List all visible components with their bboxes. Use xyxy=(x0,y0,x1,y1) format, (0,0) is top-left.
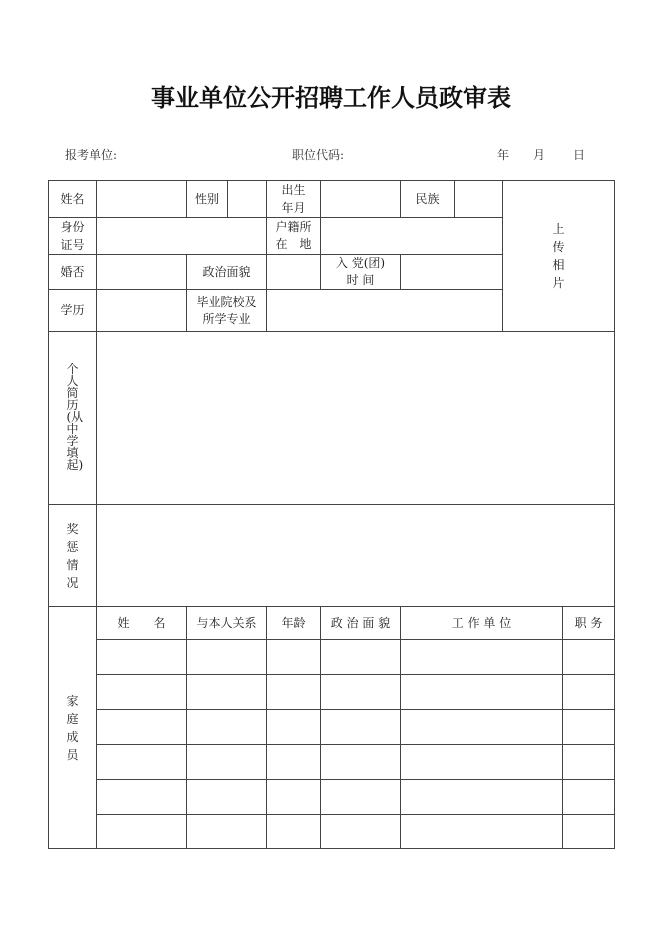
marriage-label: 婚否 xyxy=(49,255,97,290)
political-label: 政治面貌 xyxy=(187,255,267,290)
apply-unit-label: 报考单位: xyxy=(65,148,118,162)
family-cell-duty[interactable] xyxy=(563,780,615,815)
position-code-label: 职位代码: xyxy=(292,148,345,162)
birth-field[interactable] xyxy=(321,181,401,218)
family-header-workplace: 工 作 单 位 xyxy=(401,607,563,640)
id-card-field[interactable] xyxy=(97,218,267,255)
marriage-field[interactable] xyxy=(97,255,187,290)
hukou-label: 户籍所 在 地 xyxy=(267,218,321,255)
family-cell-duty[interactable] xyxy=(563,640,615,675)
family-cell-political[interactable] xyxy=(321,640,401,675)
family-cell-relation[interactable] xyxy=(187,675,267,710)
name-field[interactable] xyxy=(97,181,187,218)
family-cell-age[interactable] xyxy=(267,815,321,849)
family-cell-age[interactable] xyxy=(267,780,321,815)
ethnicity-field[interactable] xyxy=(455,181,503,218)
family-cell-age[interactable] xyxy=(267,745,321,780)
gender-field[interactable] xyxy=(228,181,267,218)
family-cell-name[interactable] xyxy=(97,640,187,675)
family-cell-relation[interactable] xyxy=(187,745,267,780)
family-cell-workplace[interactable] xyxy=(401,640,563,675)
political-field[interactable] xyxy=(267,255,321,290)
photo-label: 上传相片 xyxy=(552,222,565,290)
family-cell-workplace[interactable] xyxy=(401,745,563,780)
family-cell-relation[interactable] xyxy=(187,815,267,849)
family-cell-age[interactable] xyxy=(267,675,321,710)
ethnicity-label: 民族 xyxy=(401,181,455,218)
family-header-relation: 与本人关系 xyxy=(187,607,267,640)
education-field[interactable] xyxy=(97,290,187,332)
family-row xyxy=(49,815,615,849)
id-card-label: 身份证号 xyxy=(49,218,97,255)
family-row xyxy=(49,745,615,780)
family-cell-duty[interactable] xyxy=(563,675,615,710)
school-label: 毕业院校及 所学专业 xyxy=(187,290,267,332)
family-cell-political[interactable] xyxy=(321,675,401,710)
resume-field[interactable] xyxy=(97,332,615,505)
family-cell-relation[interactable] xyxy=(187,710,267,745)
family-row xyxy=(49,640,615,675)
family-cell-duty[interactable] xyxy=(563,710,615,745)
resume-label: 个人简历(从中学填起) xyxy=(49,332,97,505)
family-cell-relation[interactable] xyxy=(187,640,267,675)
family-cell-name[interactable] xyxy=(97,745,187,780)
join-party-label: 入 党(团) 时 间 xyxy=(321,255,401,290)
family-cell-workplace[interactable] xyxy=(401,710,563,745)
family-row xyxy=(49,675,615,710)
family-cell-political[interactable] xyxy=(321,745,401,780)
family-row xyxy=(49,710,615,745)
month-label: 月 xyxy=(533,148,546,162)
day-label: 日 xyxy=(573,148,586,162)
family-cell-name[interactable] xyxy=(97,675,187,710)
join-party-field[interactable] xyxy=(401,255,503,290)
family-cell-political[interactable] xyxy=(321,710,401,745)
awards-label: 奖惩情况 xyxy=(49,505,97,607)
name-label: 姓名 xyxy=(49,181,97,218)
photo-area[interactable] xyxy=(503,181,615,332)
birth-label: 出生年月 xyxy=(267,181,321,218)
family-header-duty: 职 务 xyxy=(563,607,615,640)
family-cell-duty[interactable] xyxy=(563,815,615,849)
family-cell-age[interactable] xyxy=(267,710,321,745)
family-header-political: 政 治 面 貌 xyxy=(321,607,401,640)
family-cell-duty[interactable] xyxy=(563,745,615,780)
family-cell-political[interactable] xyxy=(321,815,401,849)
family-cell-political[interactable] xyxy=(321,780,401,815)
page-title: 事业单位公开招聘工作人员政审表 xyxy=(151,84,511,112)
family-cell-age[interactable] xyxy=(267,640,321,675)
gender-label: 性别 xyxy=(187,181,228,218)
education-label: 学历 xyxy=(49,290,97,332)
year-label: 年 xyxy=(497,148,510,162)
family-label: 家庭成员 xyxy=(49,607,97,849)
review-form-table xyxy=(48,180,615,849)
family-header-age: 年龄 xyxy=(267,607,321,640)
family-cell-name[interactable] xyxy=(97,780,187,815)
hukou-field[interactable] xyxy=(321,218,503,255)
family-row xyxy=(49,780,615,815)
family-cell-relation[interactable] xyxy=(187,780,267,815)
family-cell-workplace[interactable] xyxy=(401,675,563,710)
family-cell-workplace[interactable] xyxy=(401,815,563,849)
awards-field[interactable] xyxy=(97,505,615,607)
family-cell-name[interactable] xyxy=(97,710,187,745)
family-cell-name[interactable] xyxy=(97,815,187,849)
family-header-name: 姓 名 xyxy=(97,607,187,640)
family-cell-workplace[interactable] xyxy=(401,780,563,815)
school-field[interactable] xyxy=(267,290,503,332)
